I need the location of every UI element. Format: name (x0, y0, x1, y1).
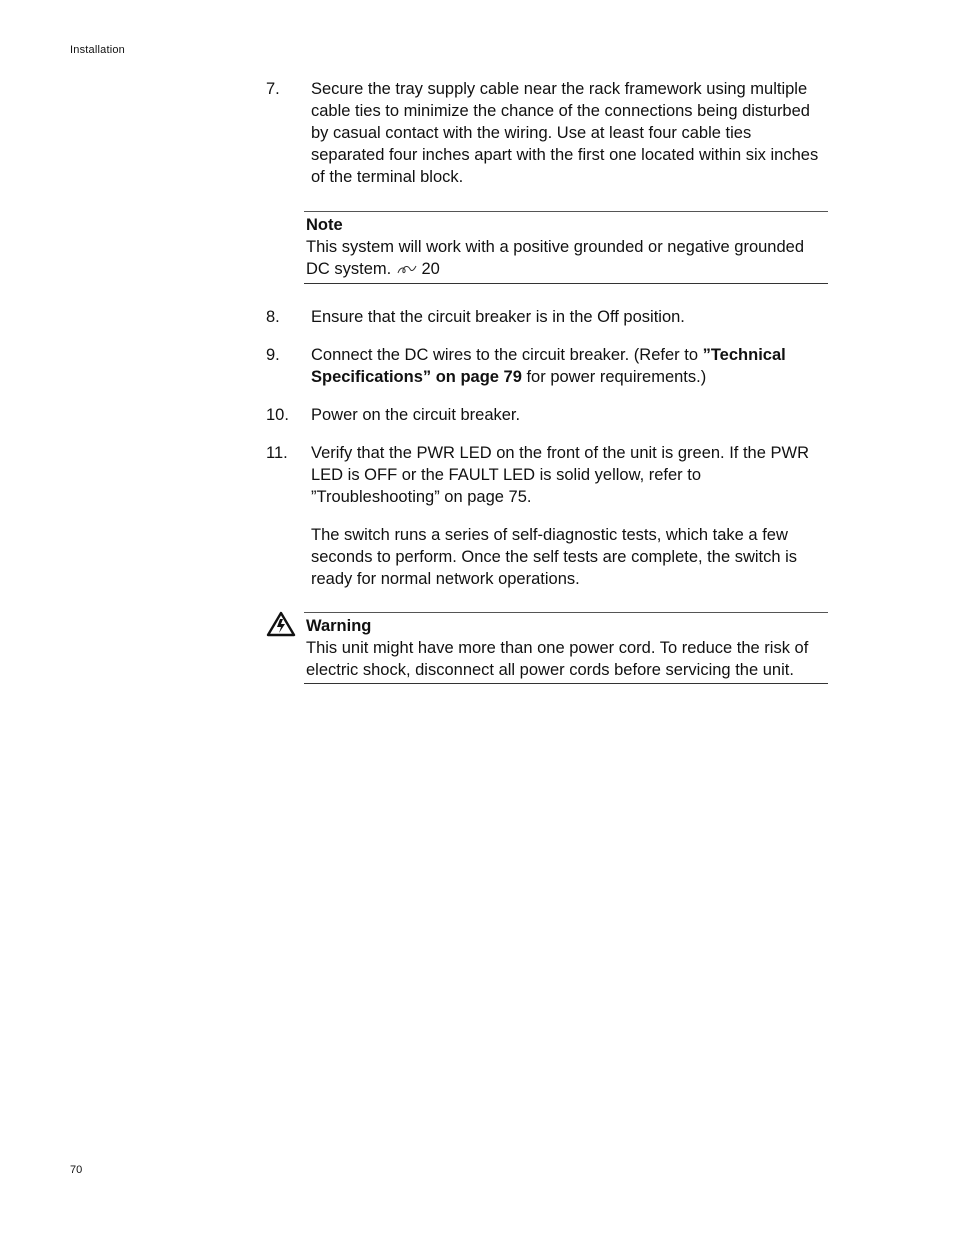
note-callout (304, 211, 828, 284)
step-text: Connect the DC wires to the circuit breaker. (Refer to (311, 346, 703, 364)
step-number: 9. (266, 346, 280, 364)
step-number: 8. (266, 308, 280, 326)
step-number: 11. (266, 444, 288, 462)
step-number: 10. (266, 406, 289, 424)
step-text: Verify that the PWR LED on the front of the unit is green. If the PWR LED is OFF or the FAULT LED is solid yellow, refer to ”Troubleshooting” on page 75. (311, 444, 809, 506)
note-reference: 20 (421, 260, 440, 278)
step-10 (266, 404, 828, 426)
technical-specifications-link[interactable]: ”Technical Specifications” on page 79 (311, 346, 786, 386)
step-text: Ensure that the circuit breaker is in the Off position. (311, 308, 685, 326)
step-text: Power on the circuit breaker. (311, 406, 521, 424)
electric-shock-warning-icon (266, 611, 296, 637)
step-11 (266, 442, 828, 508)
step-7 (266, 78, 828, 188)
step-number: 7. (266, 80, 280, 98)
step-text: Secure the tray supply cable near the rack framework using multiple cable ties to minimize the chance of the connections being disturbed by casual contact with the wiring. Use at least four cable ties separated four inches apart with the first one located within six inches of the terminal block. (311, 80, 819, 186)
step-8 (266, 306, 828, 328)
note-body (306, 236, 828, 281)
self-test-paragraph: The switch runs a series of self-diagnostic tests, which take a few seconds to perform. Once the self tests are complete, the switch is ready for normal network operations. (311, 526, 798, 588)
note-text: This system will work with a positive grounded or negative grounded DC system. (306, 238, 804, 278)
page-content (266, 78, 828, 706)
running-header: Installation (70, 44, 125, 56)
step-text-tail: for power requirements.) (521, 368, 707, 386)
step-9 (266, 344, 828, 388)
note-title: Note (306, 216, 343, 234)
warning-text: This unit might have more than one power cord. To reduce the risk of electric shock, disconnect all power cords before servicing the unit. (306, 639, 809, 679)
warning-callout (304, 612, 828, 684)
warning-title: Warning (306, 617, 372, 635)
page-number: 70 (70, 1164, 83, 1176)
cross-reference-icon (396, 262, 422, 277)
